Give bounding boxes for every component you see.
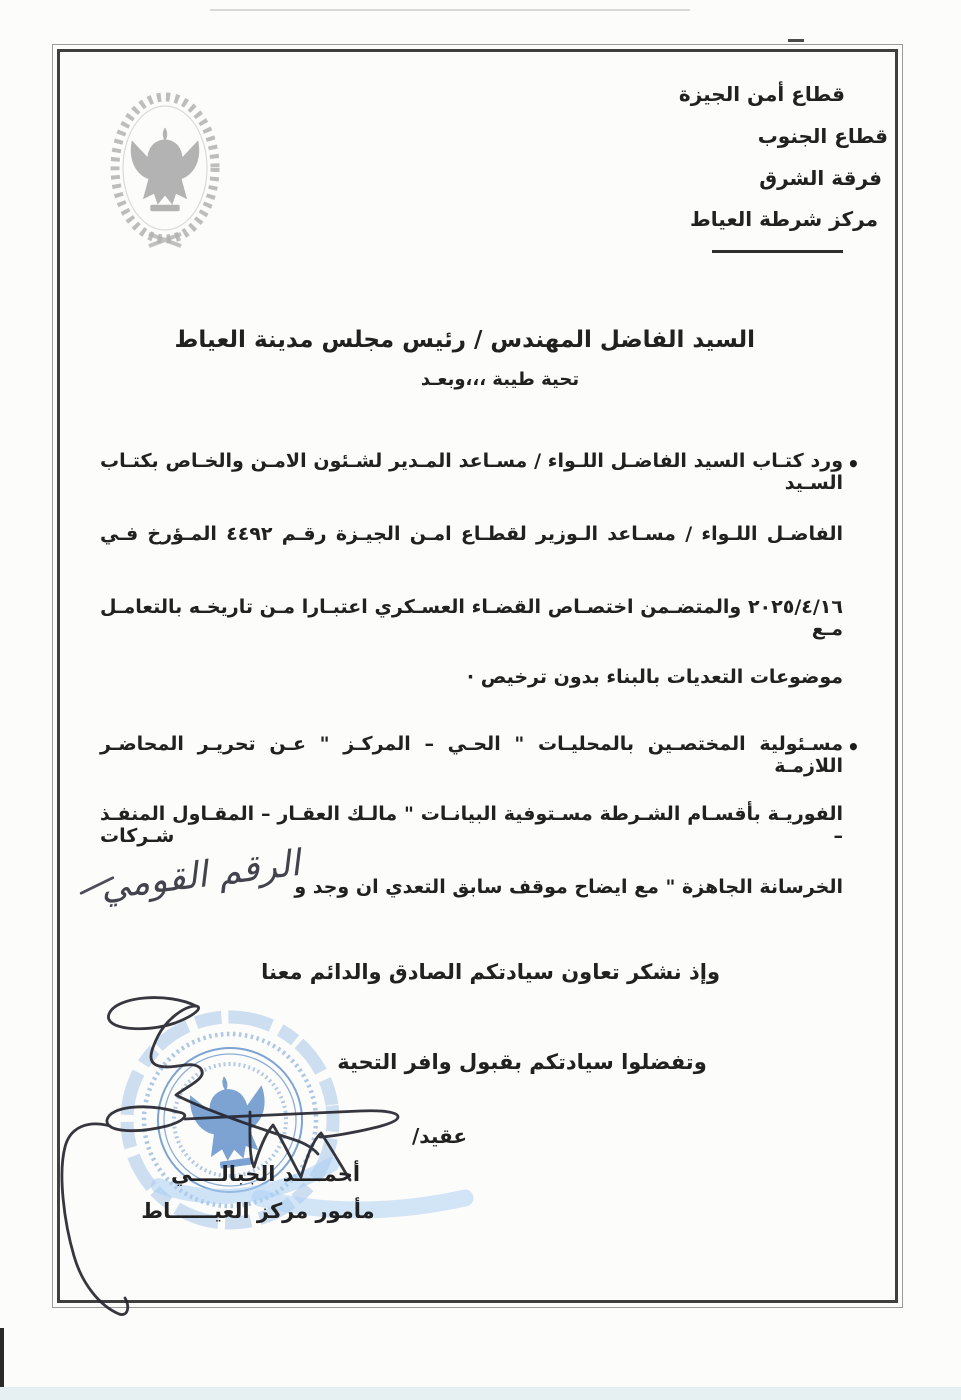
paragraph2-line1: مسـئولية المختصـين بالمحليـات " الحـي – المركـز " عـن تحريـر المحاضـر اللازمـة: [100, 733, 843, 777]
paragraph1-line1: ورد كتـاب السيد الفاضـل اللـواء / مسـاعد المـدير لشـئون الامـن والخـاص بكتـاب السـيد: [100, 450, 843, 494]
header-line-east-division: فرقة الشرق: [759, 166, 882, 190]
closing-salutation-line: وتفضلوا سيادتكم بقبول وافر التحية: [337, 1050, 707, 1074]
paragraph2-line2: الفوريـة بأقسـام الشـرطة مسـتوفية البيانـات " مالـك العقـار – المقـاول المنفـذ – شـركات: [100, 803, 843, 847]
bullet-icon: •: [847, 735, 860, 759]
addressee-line: السيد الفاضل المهندس / رئيس مجلس مدينة العياط: [174, 327, 755, 353]
bullet-icon: •: [847, 452, 860, 476]
handwritten-note: الرقم القومي: [98, 842, 303, 909]
signature-name: أحمــــد الجبالــــي: [170, 1162, 361, 1186]
signature-title: مأمور مركز العيــــــاط: [141, 1199, 375, 1223]
header-line-police-station: مركز شرطة العياط: [690, 207, 878, 231]
paragraph2-line3: الخرسانة الجاهزة " مع ايضاح موقف سابق التعدي ان وجد و: [294, 876, 843, 898]
header-line-south-sector: قطاع الجنوب: [757, 124, 888, 148]
closing-thanks-line: وإذ نشكر تعاون سيادتكم الصادق والدائم معنا: [261, 960, 720, 984]
paragraph1-line2: الفاضـل اللـواء / مسـاعد الـوزير لقطـاع امـن الجيـزة رقـم ٤٤٩٢ المـؤرخ فـي: [100, 523, 844, 545]
signature-rank: عقيد/: [412, 1124, 468, 1148]
paragraph1-line4: موضوعات التعديات بالبناء بدون ترخيص ·: [466, 666, 843, 688]
greeting-line: تحية طيبة ،،،وبعـد: [420, 369, 580, 390]
header-line-security-sector: قطاع أمن الجيزة: [678, 82, 845, 106]
paragraph1-line3: ٢٠٢٥/٤/١٦ والمتضـمن اختصـاص القضـاء العسـكري اعتبـارا مـن تاريخـه بالتعامـل مـع: [100, 596, 843, 640]
